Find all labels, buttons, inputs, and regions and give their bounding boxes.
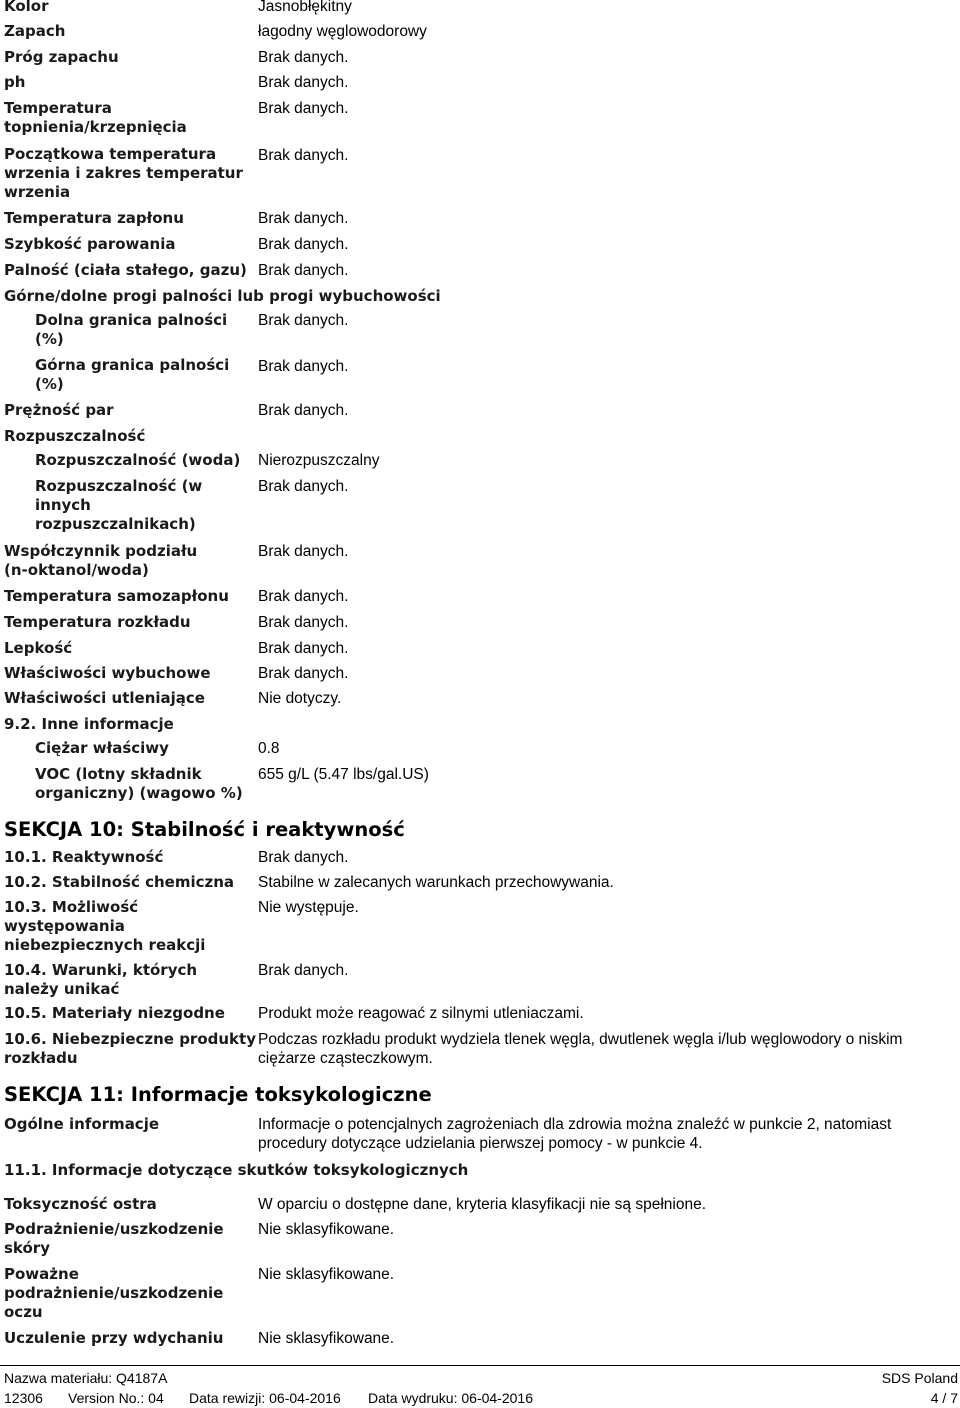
label-prog-zapachu: Próg zapachu <box>4 48 119 66</box>
label-gorna-granica: Górna granica palności (%) <box>35 356 230 393</box>
section-10-title: SEKCJA 10: Stabilność i reaktywność <box>4 818 405 841</box>
label-ciezar-wlasciwy: Ciężar właściwy <box>35 739 169 757</box>
value-ogolne-informacje: Informacje o potencjalnych zagrożeniach dla zdrowia można znaleźć w punkcie 2, natomiast procedury dotyczące udzielania pierwszej pomocy - w punkcie 4. <box>258 1116 892 1152</box>
label-ph: ph <box>4 73 26 91</box>
value-palnosc: Brak danych. <box>258 262 349 279</box>
heading-skutki-toksykologiczne: 11.1. Informacje dotyczące skutków toksykologicznych <box>4 1161 469 1179</box>
value-lepkosc: Brak danych. <box>258 640 349 657</box>
label-reaktywnosc: 10.1. Reaktywność <box>4 848 164 866</box>
value-rozpuszczalnosc-inne: Brak danych. <box>258 478 349 495</box>
label-temperatura-wrzenia: Początkowa temperatura wrzenia i zakres temperatur wrzenia <box>4 145 243 201</box>
label-podraznienie-oczu: Poważne podrażnienie/uszkodzenie oczu <box>4 1265 224 1321</box>
value-rozpuszczalnosc-woda: Nierozpuszczalny <box>258 452 380 469</box>
value-reaktywnosc: Brak danych. <box>258 849 349 866</box>
label-szybkosc-parowania: Szybkość parowania <box>4 235 176 253</box>
footer-version: Version No.: 04 <box>68 1390 164 1406</box>
value-temperatura-rozkladu: Brak danych. <box>258 614 349 631</box>
label-rozpuszczalnosc-inne: Rozpuszczalność (w innych rozpuszczalnikach) <box>35 477 203 533</box>
value-kolor: Jasnobłękitny <box>258 0 352 15</box>
footer-divider <box>0 1365 960 1366</box>
value-ph: Brak danych. <box>258 74 349 91</box>
footer-code: 12306 <box>4 1390 43 1406</box>
label-progi-palnosci: Górne/dolne progi palności lub progi wybuchowości <box>4 287 441 305</box>
label-kolor: Kolor <box>4 0 49 15</box>
footer-print-date: Data wydruku: 06-04-2016 <box>368 1390 533 1406</box>
label-preznosc-par: Prężność par <box>4 401 114 419</box>
footer-revision-date: Data rewizji: 06-04-2016 <box>189 1390 341 1406</box>
label-stabilnosc-chemiczna: 10.2. Stabilność chemiczna <box>4 873 235 891</box>
label-rozpuszczalnosc-woda: Rozpuszczalność (woda) <box>35 451 241 469</box>
value-zapach: łagodny węglowodorowy <box>258 23 427 40</box>
value-wspolczynnik-podzialu: Brak danych. <box>258 543 349 560</box>
value-preznosc-par: Brak danych. <box>258 402 349 419</box>
value-ciezar-wlasciwy: 0.8 <box>258 740 280 757</box>
value-podraznienie-oczu: Nie sklasyfikowane. <box>258 1266 395 1283</box>
label-voc: VOC (lotny składnik organiczny) (wagowo %) <box>35 765 243 802</box>
label-podraznienie-skory: Podrażnienie/uszkodzenie skóry <box>4 1220 224 1257</box>
label-temperatura-zaplonu: Temperatura zapłonu <box>4 209 184 227</box>
label-produkty-rozkladu: 10.6. Niebezpieczne produkty rozkładu <box>4 1030 256 1067</box>
label-wspolczynnik-podzialu: Współczynnik podziału (n-oktanol/woda) <box>4 542 198 579</box>
value-produkty-rozkladu: Podczas rozkładu produkt wydziela tlenek węgla, dwutlenek węgla i/lub węglowodory o niskim ciężarze cząsteczkowym. <box>258 1031 903 1067</box>
label-wlasciwosci-utleniajace: Właściwości utleniające <box>4 689 205 707</box>
label-wlasciwosci-wybuchowe: Właściwości wybuchowe <box>4 664 211 682</box>
value-szybkosc-parowania: Brak danych. <box>258 236 349 253</box>
value-wlasciwosci-utleniajace: Nie dotyczy. <box>258 690 342 707</box>
label-lepkosc: Lepkość <box>4 639 73 657</box>
label-temperatura-rozkladu: Temperatura rozkładu <box>4 613 191 631</box>
value-stabilnosc-chemiczna: Stabilne w zalecanych warunkach przechowywania. <box>258 874 614 891</box>
label-zapach: Zapach <box>4 22 66 40</box>
value-temperatura-zaplonu: Brak danych. <box>258 210 349 227</box>
label-temperatura-topnienia: Temperatura topnienia/krzepnięcia <box>4 99 187 136</box>
value-temperatura-wrzenia: Brak danych. <box>258 147 349 164</box>
value-podraznienie-skory: Nie sklasyfikowane. <box>258 1221 395 1238</box>
label-ogolne-informacje: Ogólne informacje <box>4 1115 160 1133</box>
value-warunki-unikac: Brak danych. <box>258 962 349 979</box>
value-temperatura-topnienia: Brak danych. <box>258 100 349 117</box>
value-uczulenie-wdychanie: Nie sklasyfikowane. <box>258 1330 395 1347</box>
value-toksycznosc-ostra: W oparciu o dostępne dane, kryteria klasyfikacji nie są spełnione. <box>258 1196 707 1213</box>
heading-inne-informacje: 9.2. Inne informacje <box>4 715 174 733</box>
footer-doc-type: SDS Poland <box>881 1370 958 1386</box>
label-mozliwosc-reakcji: 10.3. Możliwość występowania niebezpiecznych reakcji <box>4 898 206 954</box>
value-voc: 655 g/L (5.47 lbs/gal.US) <box>258 766 429 783</box>
footer-material-name: Nazwa materiału: Q4187A <box>4 1370 168 1386</box>
label-temperatura-samozaplonu: Temperatura samozapłonu <box>4 587 229 605</box>
value-prog-zapachu: Brak danych. <box>258 49 349 66</box>
value-temperatura-samozaplonu: Brak danych. <box>258 588 349 605</box>
value-dolna-granica: Brak danych. <box>258 312 349 329</box>
value-gorna-granica: Brak danych. <box>258 358 349 375</box>
label-materialy-niezgodne: 10.5. Materiały niezgodne <box>4 1004 225 1022</box>
label-toksycznosc-ostra: Toksyczność ostra <box>4 1195 157 1213</box>
label-rozpuszczalnosc: Rozpuszczalność <box>4 427 146 445</box>
value-mozliwosc-reakcji: Nie występuje. <box>258 899 359 916</box>
value-wlasciwosci-wybuchowe: Brak danych. <box>258 665 349 682</box>
label-dolna-granica: Dolna granica palności (%) <box>35 311 228 348</box>
label-palnosc: Palność (ciała stałego, gazu) <box>4 261 247 279</box>
footer-page-number: 4 / 7 <box>930 1390 958 1406</box>
value-materialy-niezgodne: Produkt może reagować z silnymi utleniaczami. <box>258 1005 584 1022</box>
section-11-title: SEKCJA 11: Informacje toksykologiczne <box>4 1083 432 1106</box>
label-uczulenie-wdychanie: Uczulenie przy wdychaniu <box>4 1329 224 1347</box>
label-warunki-unikac: 10.4. Warunki, których należy unikać <box>4 961 198 998</box>
